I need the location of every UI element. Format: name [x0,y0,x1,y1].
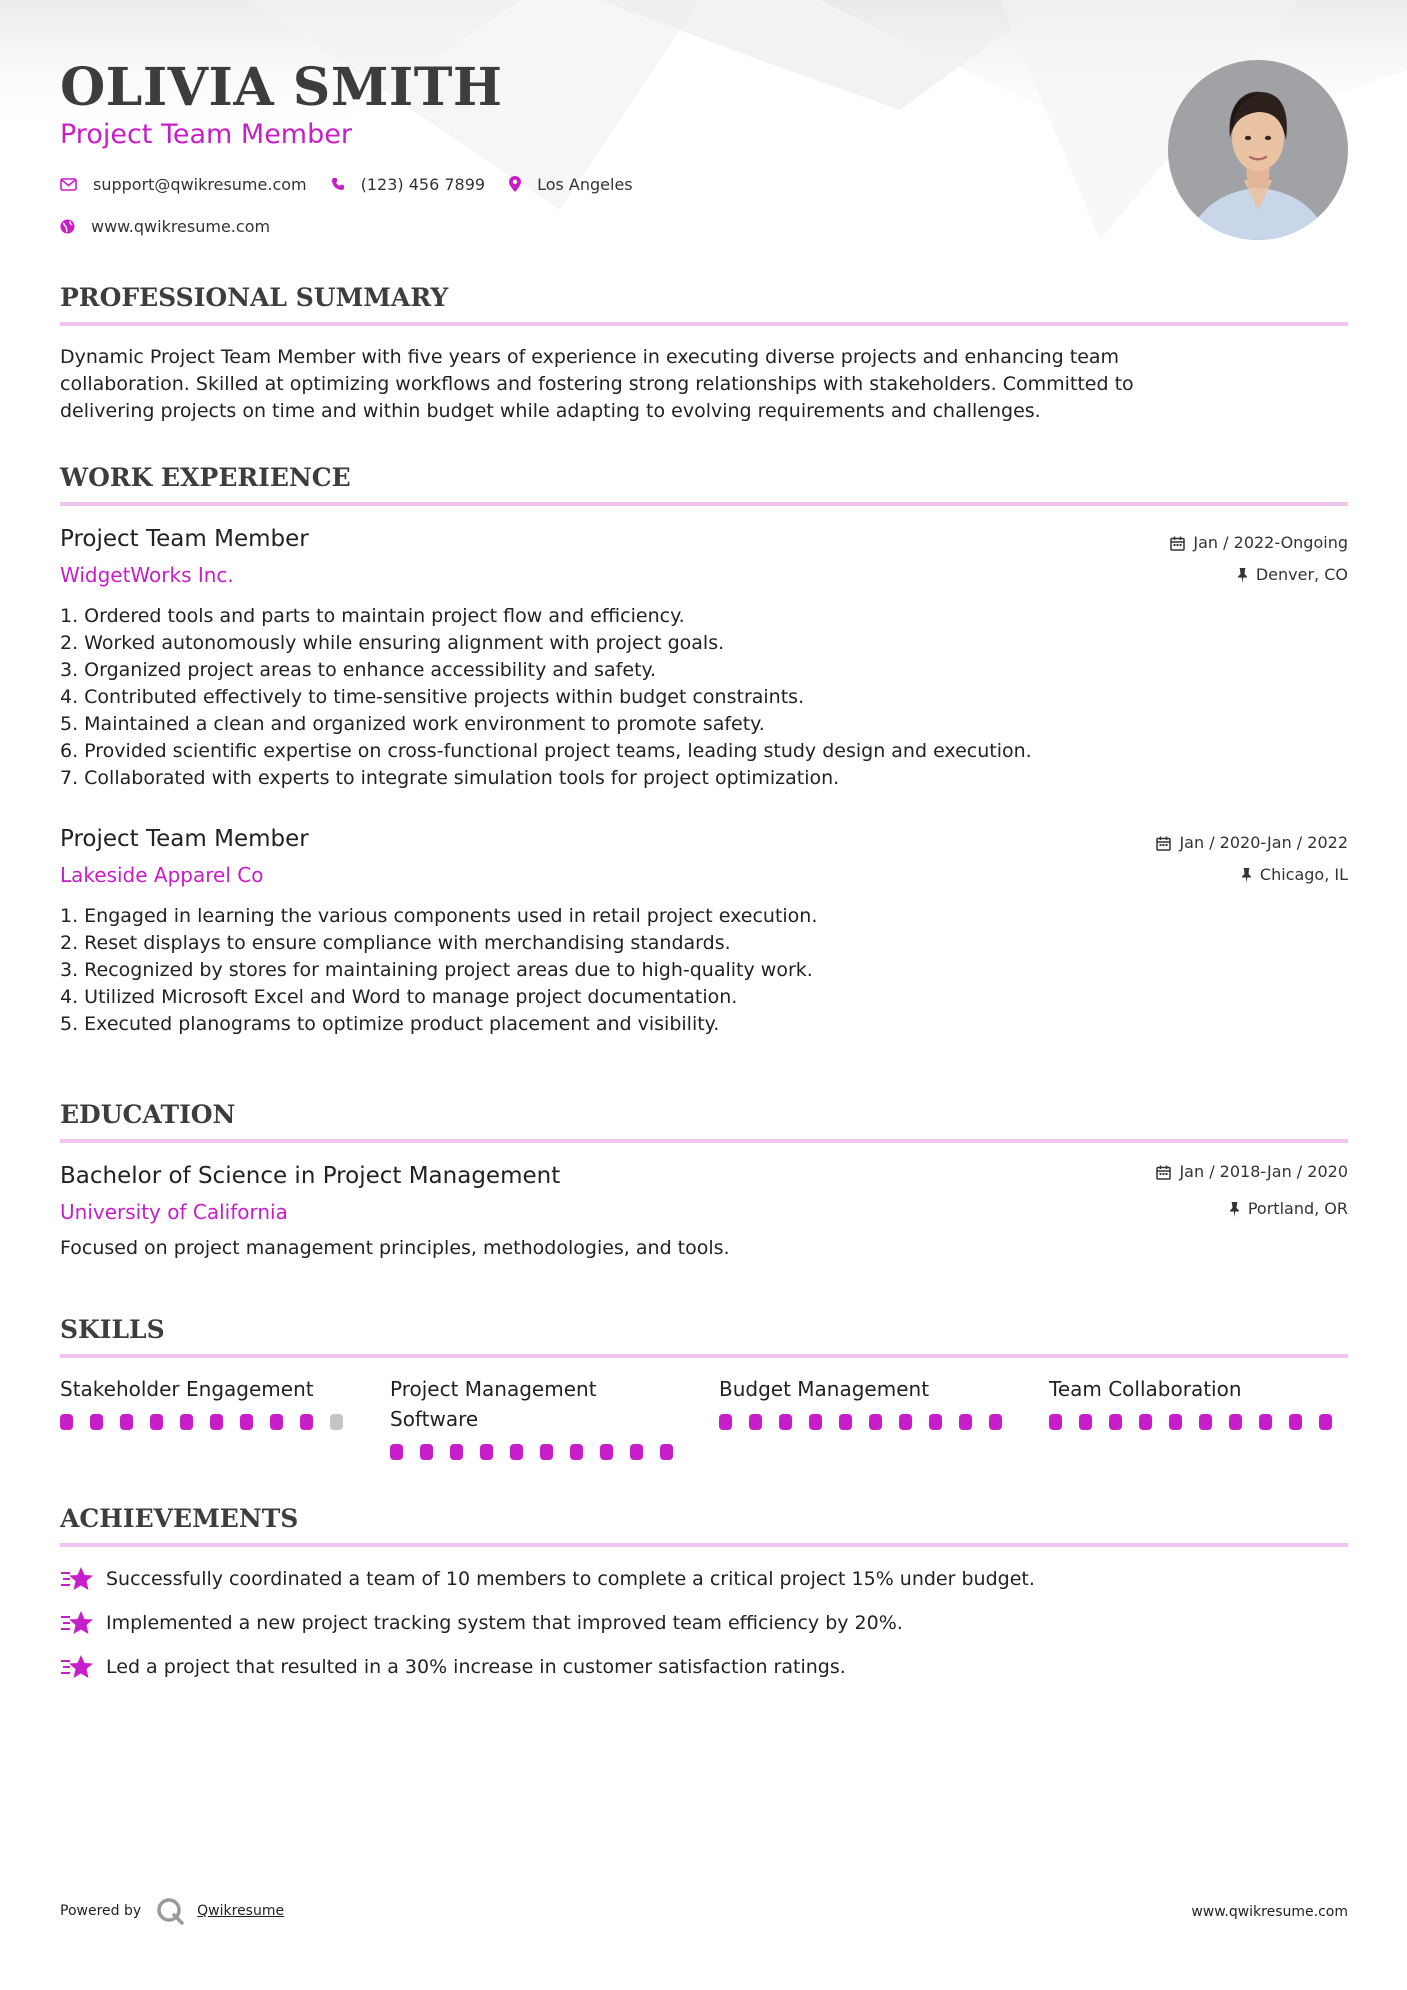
achievements-heading: ACHIEVEMENTS [60,1504,299,1533]
education-divider [60,1139,1348,1143]
job-bullets [60,603,1260,792]
achievement-item [60,1564,1035,1594]
portrait-image [1168,60,1348,240]
skill-dot-filled [120,1414,133,1430]
skill-dot-filled [660,1444,673,1460]
job-bullets [60,903,1260,1038]
globe-icon [60,219,75,234]
calendar-icon [1156,1165,1171,1180]
skill-dot-filled [60,1414,73,1430]
skill-dot-filled [1229,1414,1242,1430]
education-dates [1156,1161,1348,1183]
phone-text: (123) 456 7899 [360,174,486,194]
list-item: 5. Maintained a clean and organized work environment to promote safety. [60,713,765,735]
degree-title: Bachelor of Science in Project Management [60,1163,561,1189]
skill-rating [390,1444,690,1460]
candidate-title: Project Team Member [60,119,352,150]
skill-dot-filled [1169,1414,1182,1430]
skill-dot-filled [90,1414,103,1430]
summary-line: collaboration. Skilled at optimizing workflows and fostering strong relationships with stakeholders. Committed to [60,373,1134,395]
shooting-star-icon [60,1566,94,1592]
skill-dot-filled [1319,1414,1332,1430]
skill-dot-filled [1109,1414,1122,1430]
email-text: support@qwikresume.com [93,174,307,194]
website-text: www.qwikresume.com [91,216,271,236]
contact-row [60,172,657,196]
education-heading: EDUCATION [60,1100,236,1129]
skill-rating [719,1414,1019,1430]
list-item: 5. Executed planograms to optimize product placement and visibility. [60,1013,720,1035]
skill-dot-filled [390,1444,403,1460]
list-item: 1. Engaged in learning the various components used in retail project execution. [60,905,818,927]
skill-dot-filled [270,1414,283,1430]
skill-name: Budget Management [719,1377,930,1401]
skill-dot-filled [749,1414,762,1430]
skill-dot-filled [510,1444,523,1460]
skill-dot-filled [570,1444,583,1460]
education-description: Focused on project management principles, methodologies, and tools. [60,1237,730,1259]
skills-divider [60,1354,1348,1358]
skill-dot-filled [150,1414,163,1430]
skill-dot-filled [929,1414,942,1430]
achievement-item [60,1652,846,1682]
shooting-star-icon [60,1654,94,1680]
skill-dot-filled [1259,1414,1272,1430]
job-company: WidgetWorks Inc. [60,563,234,587]
list-item: 1. Ordered tools and parts to maintain project flow and efficiency. [60,605,685,627]
footer-website[interactable]: www.qwikresume.com [1191,1904,1348,1920]
achievements-divider [60,1543,1348,1547]
job-title: Project Team Member [60,526,309,552]
skill-dot-filled [630,1444,643,1460]
summary-heading: PROFESSIONAL SUMMARY [60,283,449,312]
skill-dot-filled [240,1414,253,1430]
job-location-text: Denver, CO [1255,565,1348,584]
skill-dot-filled [989,1414,1002,1430]
skill-name: Project Management Software [390,1377,597,1431]
skill-dot-filled [420,1444,433,1460]
pushpin-icon [1241,868,1252,883]
skill-dot-filled [809,1414,822,1430]
summary-divider [60,322,1348,326]
job-dates-text: Jan / 2022-Ongoing [1193,533,1348,552]
skill-dot-filled [899,1414,912,1430]
job-location [1237,564,1348,586]
experience-heading: WORK EXPERIENCE [60,463,351,492]
envelope-icon [60,178,77,191]
calendar-icon [1156,836,1171,851]
skill-dot-filled [1139,1414,1152,1430]
skill-item [60,1374,360,1430]
job-company: Lakeside Apparel Co [60,863,264,887]
achievement-text: Implemented a new project tracking system that improved team efficiency by 20%. [106,1612,903,1634]
skill-dot-filled [719,1414,732,1430]
skill-name: Team Collaboration [1049,1377,1242,1401]
job-dates-text: Jan / 2020-Jan / 2022 [1179,833,1348,852]
location-contact [509,175,633,194]
skill-item [719,1374,1019,1430]
powered-by-label: Powered by [60,1903,142,1919]
skill-dot-filled [1199,1414,1212,1430]
list-item: 2. Worked autonomously while ensuring alignment with project goals. [60,632,725,654]
skill-dot-filled [300,1414,313,1430]
skill-rating [60,1414,360,1430]
summary-text [60,344,1348,425]
email-contact[interactable] [60,175,307,194]
website-row [60,214,294,238]
education-location [1229,1198,1348,1220]
profile-photo [1168,60,1348,240]
job-title: Project Team Member [60,826,309,852]
pushpin-icon [1229,1202,1240,1217]
summary-line: Dynamic Project Team Member with five years of experience in executing diverse projects and enhancing team [60,346,1120,368]
skill-name: Stakeholder Engagement [60,1377,314,1401]
skill-dot-filled [959,1414,972,1430]
skill-item [390,1374,690,1460]
skill-dot-filled [210,1414,223,1430]
achievement-item [60,1608,903,1638]
skill-dot-empty [330,1414,343,1430]
education-location-text: Portland, OR [1247,1199,1348,1218]
skills-heading: SKILLS [60,1315,165,1344]
job-location-text: Chicago, IL [1259,865,1348,884]
pushpin-icon [1237,568,1248,583]
achievement-text: Successfully coordinated a team of 10 members to complete a critical project 15% under budget. [106,1568,1035,1590]
list-item: 4. Utilized Microsoft Excel and Word to manage project documentation. [60,986,738,1008]
skill-rating [1049,1414,1349,1430]
location-pin-icon [509,176,521,192]
job-location [1241,864,1348,886]
list-item: 6. Provided scientific expertise on cross-functional project teams, leading study design and execution. [60,740,1032,762]
footer-powered-by [60,1896,284,1926]
skill-dot-filled [180,1414,193,1430]
job-dates [1170,532,1348,554]
calendar-icon [1170,536,1185,551]
experience-divider [60,502,1348,506]
skill-dot-filled [480,1444,493,1460]
skill-dot-filled [1289,1414,1302,1430]
list-item: 3. Recognized by stores for maintaining project areas due to high-quality work. [60,959,813,981]
skill-dot-filled [779,1414,792,1430]
skill-item [1049,1374,1349,1430]
website-contact[interactable] [60,217,270,236]
skill-dot-filled [450,1444,463,1460]
qwikresume-logo-icon [155,1896,185,1926]
phone-icon [331,177,345,191]
skill-dot-filled [540,1444,553,1460]
summary-line: delivering projects on time and within budget while adapting to evolving requirements and challenges. [60,400,1041,422]
shooting-star-icon [60,1610,94,1636]
skill-dot-filled [839,1414,852,1430]
skill-dot-filled [1079,1414,1092,1430]
skill-dot-filled [600,1444,613,1460]
candidate-name: OLIVIA SMITH [60,57,503,118]
list-item: 3. Organized project areas to enhance accessibility and safety. [60,659,657,681]
qwikresume-link[interactable]: Qwikresume [197,1903,285,1919]
education-dates-text: Jan / 2018-Jan / 2020 [1179,1162,1348,1181]
list-item: 4. Contributed effectively to time-sensitive projects within budget constraints. [60,686,805,708]
phone-contact[interactable] [331,175,485,194]
skill-dot-filled [869,1414,882,1430]
job-dates [1156,832,1348,854]
list-item: 2. Reset displays to ensure compliance with merchandising standards. [60,932,731,954]
school-name: University of California [60,1200,288,1224]
location-text: Los Angeles [537,174,633,194]
skill-dot-filled [1049,1414,1062,1430]
list-item: 7. Collaborated with experts to integrate simulation tools for project optimization. [60,767,840,789]
achievement-text: Led a project that resulted in a 30% increase in customer satisfaction ratings. [106,1656,846,1678]
